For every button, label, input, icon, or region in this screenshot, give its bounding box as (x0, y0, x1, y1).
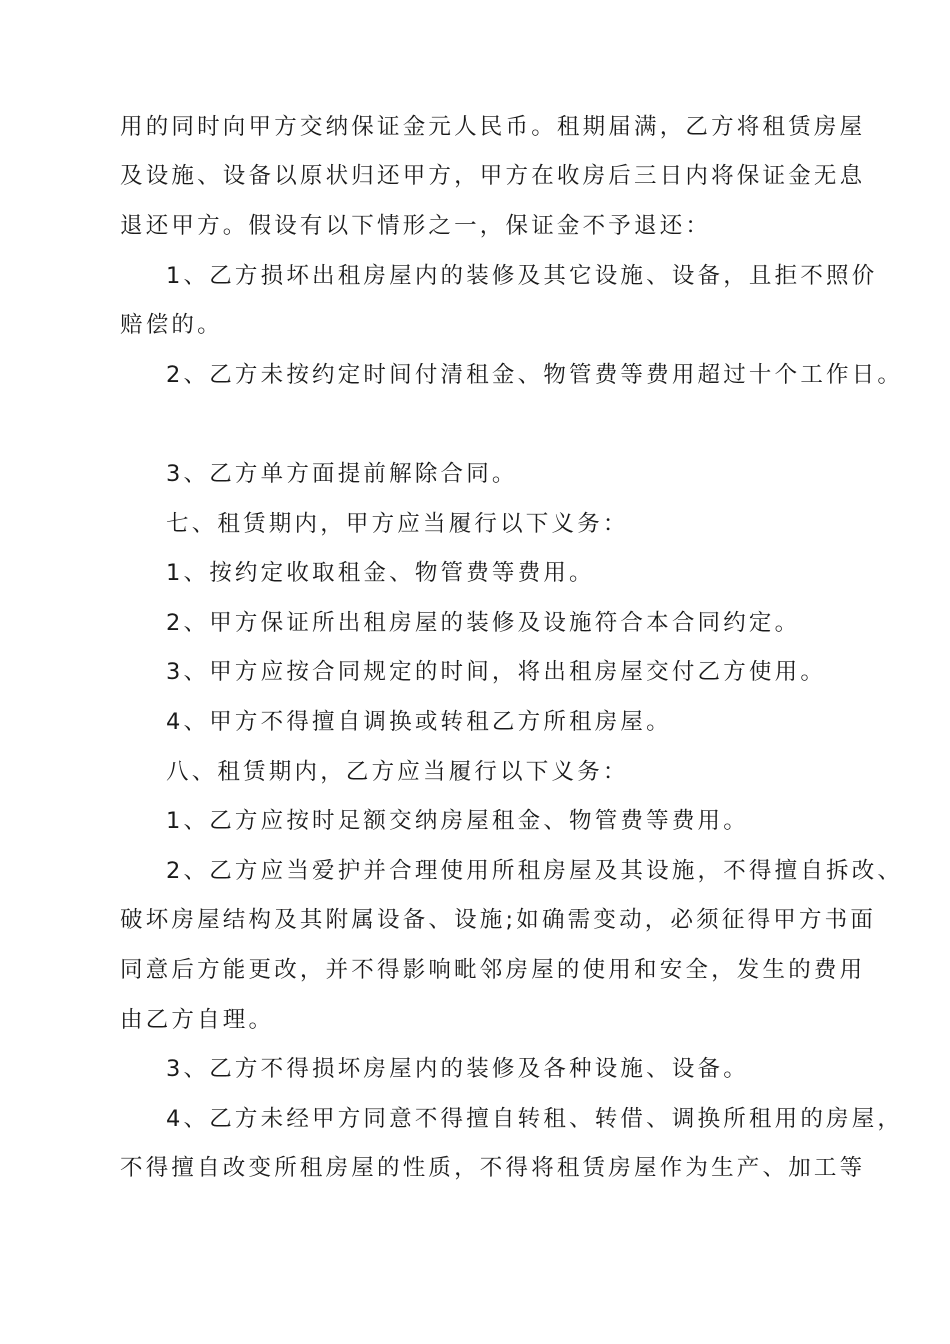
paragraph-line: 3、乙方不得损坏房屋内的装修及各种设施、设备。 (166, 1056, 749, 1082)
paragraph-line: 不得擅自改变所租房屋的性质，不得将租赁房屋作为生产、加工等 (120, 1155, 866, 1181)
paragraph-line: 及设施、设备以原状归还甲方，甲方在收房后三日内将保证金无息 (120, 163, 866, 189)
paragraph-line: 破坏房屋结构及其附属设备、设施;如确需变动，必须征得甲方书面 (120, 907, 877, 933)
paragraph-line: 1、按约定收取租金、物管费等费用。 (166, 560, 595, 586)
paragraph-line: 1、乙方应按时足额交纳房屋租金、物管费等费用。 (166, 808, 749, 834)
paragraph-line: 由乙方自理。 (120, 1007, 275, 1033)
section-heading: 七、租赁期内，甲方应当履行以下义务： (166, 511, 629, 537)
paragraph-line: 4、甲方不得擅自调换或转租乙方所租房屋。 (166, 709, 672, 735)
paragraph-line: 2、甲方保证所出租房屋的装修及设施符合本合同约定。 (166, 610, 801, 636)
paragraph-line: 退还甲方。假设有以下情形之一，保证金不予退还： (120, 213, 712, 239)
paragraph-line: 1、乙方损坏出租房屋内的装修及其它设施、设备，且拒不照价 (166, 263, 878, 289)
paragraph-line: 4、乙方未经甲方同意不得擅自转租、转借、调换所租用的房屋， (166, 1106, 904, 1132)
paragraph-line: 3、乙方单方面提前解除合同。 (166, 461, 518, 487)
paragraph-line: 赔偿的。 (120, 312, 223, 338)
paragraph-line: 2、乙方未按约定时间付清租金、物管费等费用超过十个工作日。 (166, 362, 904, 388)
paragraph-line: 同意后方能更改，并不得影响毗邻房屋的使用和安全，发生的费用 (120, 957, 866, 983)
paragraph-line: 用的同时向甲方交纳保证金元人民币。租期届满，乙方将租赁房屋 (120, 114, 866, 140)
paragraph-line: 3、甲方应按合同规定的时间，将出租房屋交付乙方使用。 (166, 659, 827, 685)
paragraph-line: 2、乙方应当爱护并合理使用所租房屋及其设施，不得擅自拆改、 (166, 858, 904, 884)
section-heading: 八、租赁期内，乙方应当履行以下义务： (166, 759, 629, 785)
